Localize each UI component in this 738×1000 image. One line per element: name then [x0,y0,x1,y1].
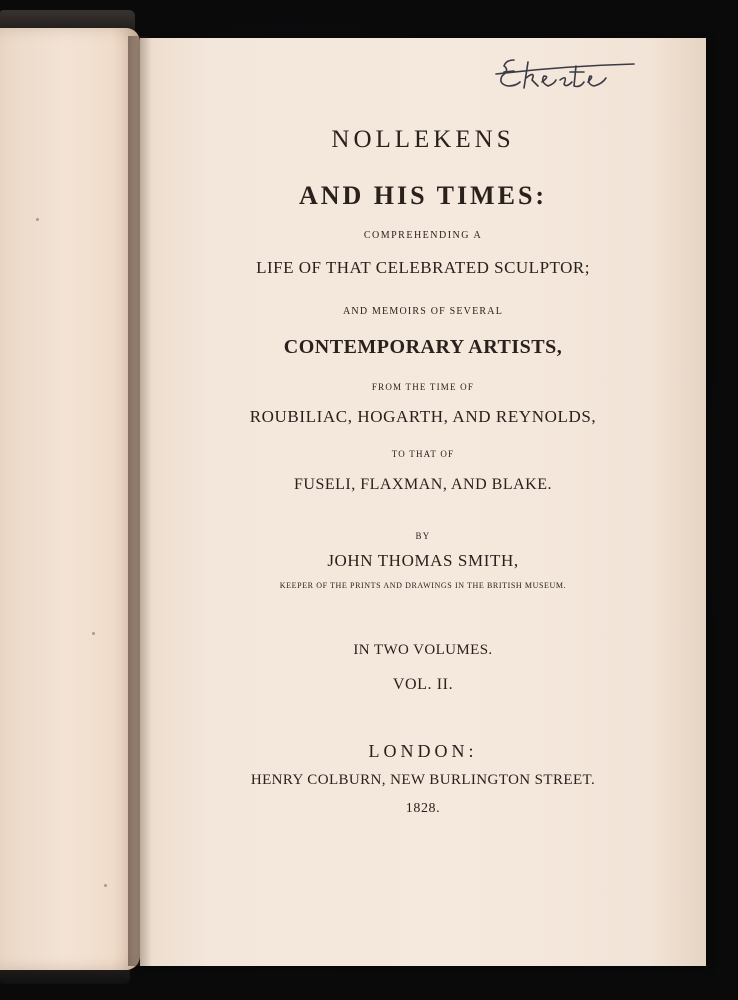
title-page [140,38,706,966]
volume-number: VOL. II. [392,676,454,693]
by-line: BY [415,531,431,541]
imprint-year: 1828. [405,801,441,816]
foxing-spot [92,632,95,635]
imprint-publisher: HENRY COLBURN, NEW BURLINGTON STREET. [250,772,596,788]
subtitle-to-that-of: TO THAT OF [391,449,455,459]
artists-earlier: ROUBILIAC, HOGARTH, AND REYNOLDS, [249,407,597,426]
subtitle-contemporary-artists: CONTEMPORARY ARTISTS, [283,336,563,358]
subtitle-from-the-time-of: FROM THE TIME OF [371,382,475,392]
foxing-spot [104,884,107,887]
title-page-text [140,38,706,966]
imprint-place: LONDON: [368,741,478,761]
volumes-statement: IN TWO VOLUMES. [353,642,493,658]
book-title-line-1: NOLLEKENS [331,126,515,153]
book-title-line-2: AND HIS TIMES: [298,181,548,210]
artists-later: FUSELI, FLAXMAN, AND BLAKE. [294,476,552,493]
author-name: JOHN THOMAS SMITH, [327,551,519,570]
left-flyleaf-page [0,28,140,970]
subtitle-memoirs: AND MEMOIRS OF SEVERAL [342,306,504,317]
subtitle-comprehending: COMPREHENDING A [363,230,483,241]
subtitle-life: LIFE OF THAT CELEBRATED SCULPTOR; [256,258,590,277]
author-role: KEEPER OF THE PRINTS AND DRAWINGS IN THE BRITISH MUSEUM. [279,581,567,590]
gutter-shadow [128,36,152,966]
foxing-spot [36,218,39,221]
